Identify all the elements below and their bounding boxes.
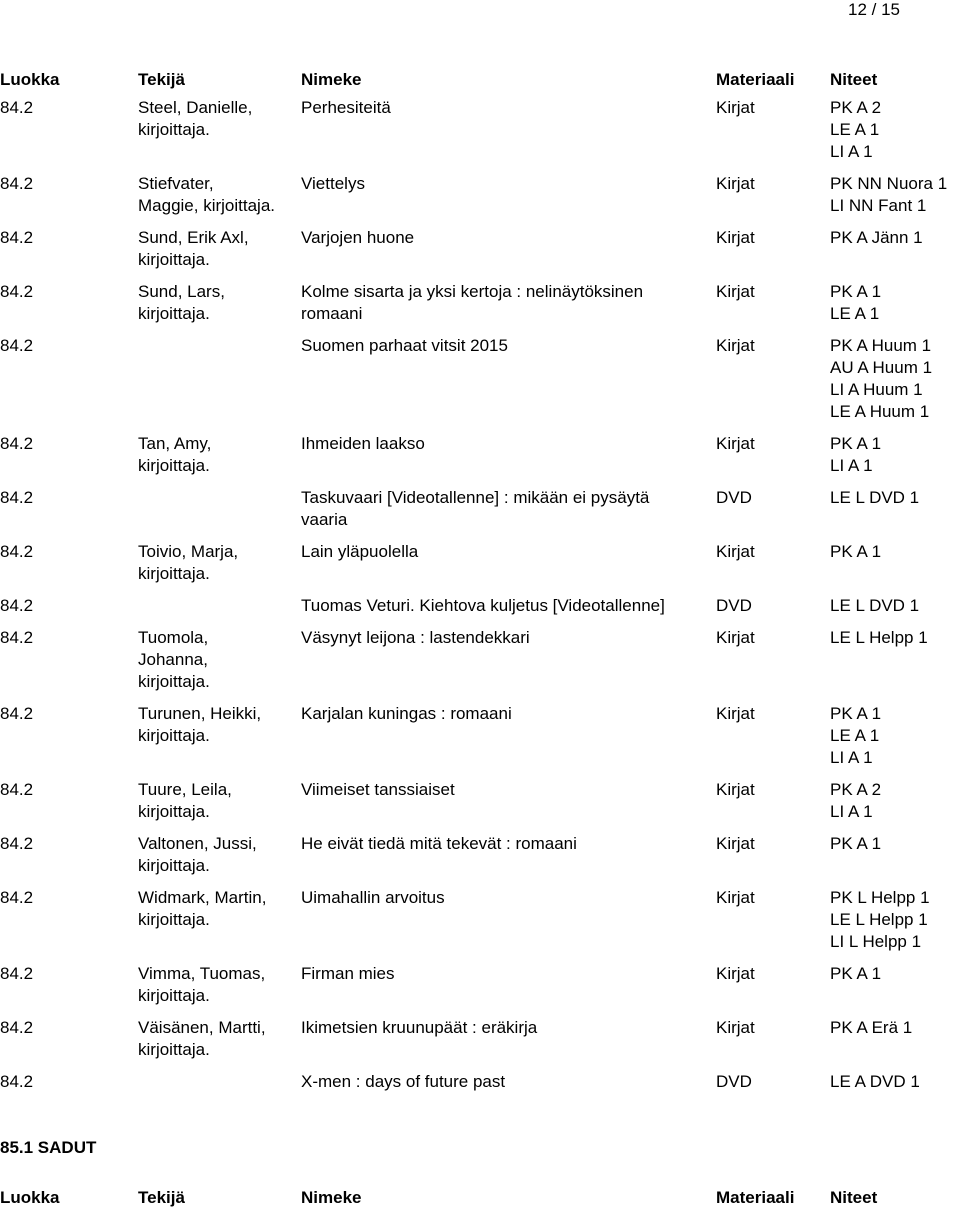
cell-luokka: 84.2 — [0, 704, 34, 724]
table-row — [0, 627, 960, 703]
cell-nimeke — [301, 963, 703, 985]
cell-nimeke — [301, 541, 703, 563]
niteet-line: LE A 1 — [830, 303, 880, 323]
cell-nimeke — [301, 779, 703, 801]
tekija-line: Tuomola, — [138, 628, 209, 648]
cell-materiaali: DVD — [716, 487, 752, 507]
cell-niteet — [830, 97, 881, 162]
tekija-line: Vimma, Tuomas, — [138, 964, 266, 984]
section-title: 85.1 SADUT — [0, 1138, 97, 1157]
tekija-line: Sund, Lars, — [138, 282, 225, 302]
cell-materiaali: Kirjat — [716, 780, 755, 800]
nimeke-line: Viettelys — [301, 173, 365, 193]
nimeke-line: He eivät tiedä mitä tekevät : romaani — [301, 834, 577, 854]
nimeke-line: Väsynyt leijona : lastendekkari — [301, 628, 530, 648]
cell-luokka: 84.2 — [0, 1018, 34, 1038]
cell-tekija — [138, 627, 296, 692]
nimeke-line: Viimeiset tanssiaiset — [301, 780, 455, 800]
tekija-line: kirjoittaja. — [138, 119, 210, 139]
nimeke-line: Uimahallin arvoitus — [301, 888, 445, 908]
nimeke-line: Varjojen huone — [301, 227, 415, 247]
cell-materiaali: Kirjat — [716, 336, 755, 356]
nimeke-line: vaaria — [301, 509, 348, 529]
nimeke-line: Lain yläpuolella — [301, 542, 419, 562]
cell-materiaali: Kirjat — [716, 282, 755, 302]
tekija-line: Väisänen, Martti, — [138, 1018, 266, 1038]
cell-tekija — [138, 963, 296, 1007]
tekija-line: kirjoittaja. — [138, 726, 210, 746]
cell-nimeke — [301, 173, 703, 195]
niteet-line: LI A 1 — [830, 455, 873, 475]
tekija-line: kirjoittaja. — [138, 856, 210, 876]
catalog-table-body — [0, 97, 960, 1104]
niteet-line: LE A Huum 1 — [830, 401, 930, 421]
cell-luokka: 84.2 — [0, 964, 34, 984]
niteet-line: PK A 1 — [830, 542, 882, 562]
cell-tekija — [138, 173, 296, 217]
tekija-line: Tuure, Leila, — [138, 780, 232, 800]
table-row — [0, 227, 960, 281]
tekija-line: kirjoittaja. — [138, 986, 210, 1006]
tekija-line: Valtonen, Jussi, — [138, 834, 257, 854]
cell-niteet — [830, 779, 881, 823]
nimeke-line: Karjalan kuningas : romaani — [301, 704, 512, 724]
tekija-line: Toivio, Marja, — [138, 542, 239, 562]
tekija-line: Johanna, — [138, 650, 208, 670]
cell-luokka: 84.2 — [0, 780, 34, 800]
cell-materiaali: Kirjat — [716, 1018, 755, 1038]
niteet-line: LI A 1 — [830, 802, 873, 822]
niteet-line: PK A 1 — [830, 704, 882, 724]
cell-materiaali: Kirjat — [716, 542, 755, 562]
niteet-line: LI A 1 — [830, 747, 873, 767]
cell-materiaali: Kirjat — [716, 227, 755, 247]
cell-materiaali: Kirjat — [716, 964, 755, 984]
cell-materiaali: DVD — [716, 1072, 752, 1092]
cell-nimeke — [301, 887, 703, 909]
page-number: 12 / 15 — [848, 0, 900, 19]
nimeke-line: Ikimetsien kruunupäät : eräkirja — [301, 1018, 538, 1038]
tekija-line: Steel, Danielle, — [138, 98, 253, 117]
cell-tekija — [138, 541, 296, 585]
cell-nimeke — [301, 833, 703, 855]
cell-nimeke — [301, 703, 703, 725]
cell-luokka: 84.2 — [0, 227, 34, 247]
cell-nimeke — [301, 227, 703, 249]
nimeke-line: romaani — [301, 303, 363, 323]
tekija-line: Widmark, Martin, — [138, 888, 267, 908]
nimeke-line: Tuomas Veturi. Kiehtova kuljetus [Videotallenne] — [301, 596, 665, 616]
cell-niteet — [830, 541, 881, 563]
table-row — [0, 541, 960, 595]
header-materiaali: Materiaali — [716, 70, 795, 89]
cell-materiaali: Kirjat — [716, 433, 755, 453]
cell-nimeke — [301, 335, 703, 357]
cell-tekija — [138, 281, 296, 325]
cell-tekija — [138, 887, 296, 931]
cell-luokka: 84.2 — [0, 487, 34, 507]
cell-niteet — [830, 227, 923, 249]
table-row — [0, 433, 960, 487]
cell-niteet — [830, 833, 881, 855]
niteet-line: PK A 2 — [830, 780, 882, 800]
nimeke-line: Suomen parhaat vitsit 2015 — [301, 336, 508, 356]
header-luokka: Luokka — [0, 70, 60, 89]
table-row — [0, 487, 960, 541]
cell-nimeke — [301, 1071, 703, 1093]
niteet-line: PK L Helpp 1 — [830, 888, 930, 908]
cell-niteet — [830, 963, 881, 985]
cell-niteet — [830, 595, 919, 617]
tekija-line: kirjoittaja. — [138, 672, 210, 692]
header-materiaali: Materiaali — [716, 1188, 795, 1207]
cell-materiaali: Kirjat — [716, 704, 755, 724]
niteet-line: PK A 1 — [830, 834, 882, 854]
cell-nimeke — [301, 281, 703, 325]
tekija-line: kirjoittaja. — [138, 303, 210, 323]
table-row — [0, 335, 960, 433]
niteet-line: AU A Huum 1 — [830, 357, 933, 377]
tekija-line: Stiefvater, — [138, 173, 214, 193]
nimeke-line: Firman mies — [301, 964, 395, 984]
cell-nimeke — [301, 595, 703, 617]
niteet-line: LE L Helpp 1 — [830, 628, 928, 648]
cell-materiaali: Kirjat — [716, 834, 755, 854]
table-header-repeat — [0, 1187, 960, 1208]
cell-luokka: 84.2 — [0, 834, 34, 854]
cell-niteet — [830, 703, 881, 768]
tekija-line: Tan, Amy, — [138, 433, 212, 453]
cell-nimeke — [301, 97, 703, 119]
tekija-line: Turunen, Heikki, — [138, 704, 262, 724]
tekija-line: Sund, Erik Axl, — [138, 227, 249, 247]
cell-luokka: 84.2 — [0, 433, 34, 453]
tekija-line: Maggie, kirjoittaja. — [138, 195, 276, 215]
nimeke-line: Perhesiteitä — [301, 98, 391, 117]
niteet-line: LE L DVD 1 — [830, 487, 920, 507]
table-row — [0, 595, 960, 627]
niteet-line: LE A 1 — [830, 119, 880, 139]
cell-niteet — [830, 627, 928, 649]
cell-materiaali: Kirjat — [716, 628, 755, 648]
tekija-line: kirjoittaja. — [138, 563, 210, 583]
table-row — [0, 703, 960, 779]
cell-luokka: 84.2 — [0, 173, 34, 193]
nimeke-line: Kolme sisarta ja yksi kertoja : nelinäytöksinen — [301, 282, 644, 302]
cell-niteet — [830, 173, 947, 217]
cell-luokka: 84.2 — [0, 1072, 34, 1092]
niteet-line: LI A Huum 1 — [830, 379, 923, 399]
cell-luokka: 84.2 — [0, 542, 34, 562]
cell-tekija — [138, 97, 296, 141]
table-header — [0, 69, 960, 90]
table-row — [0, 833, 960, 887]
cell-niteet — [830, 487, 919, 509]
cell-niteet — [830, 433, 881, 477]
table-row — [0, 173, 960, 227]
niteet-line: LE A 1 — [830, 726, 880, 746]
nimeke-line: X-men : days of future past — [301, 1072, 506, 1092]
niteet-line: PK A 1 — [830, 964, 882, 984]
cell-niteet — [830, 1071, 920, 1093]
table-row — [0, 97, 960, 173]
niteet-line: PK A 1 — [830, 433, 882, 453]
cell-tekija — [138, 227, 296, 271]
cell-tekija — [138, 1017, 296, 1061]
header-niteet: Niteet — [830, 70, 878, 89]
niteet-line: PK NN Nuora 1 — [830, 173, 948, 193]
cell-tekija — [138, 433, 296, 477]
cell-luokka: 84.2 — [0, 628, 34, 648]
table-row — [0, 779, 960, 833]
niteet-line: LI NN Fant 1 — [830, 195, 927, 215]
cell-nimeke — [301, 1017, 703, 1039]
header-tekija: Tekijä — [138, 1188, 185, 1207]
tekija-line: kirjoittaja. — [138, 1040, 210, 1060]
tekija-line: kirjoittaja. — [138, 910, 210, 930]
header-tekija: Tekijä — [138, 70, 185, 89]
nimeke-line: Ihmeiden laakso — [301, 433, 425, 453]
cell-materiaali: Kirjat — [716, 98, 755, 117]
cell-tekija — [138, 703, 296, 747]
cell-nimeke — [301, 433, 703, 455]
niteet-line: LE L Helpp 1 — [830, 910, 928, 930]
header-nimeke: Nimeke — [301, 70, 362, 89]
tekija-line: kirjoittaja. — [138, 455, 210, 475]
table-row — [0, 887, 960, 963]
niteet-line: PK A 1 — [830, 282, 882, 302]
cell-luokka: 84.2 — [0, 888, 34, 908]
header-luokka: Luokka — [0, 1188, 60, 1207]
niteet-line: LE A DVD 1 — [830, 1072, 920, 1092]
cell-niteet — [830, 281, 881, 325]
table-row — [0, 1017, 960, 1071]
cell-luokka: 84.2 — [0, 596, 34, 616]
tekija-line: kirjoittaja. — [138, 249, 210, 269]
niteet-line: LI A 1 — [830, 141, 873, 161]
cell-materiaali: DVD — [716, 596, 752, 616]
cell-nimeke — [301, 487, 703, 531]
cell-nimeke — [301, 627, 703, 649]
tekija-line: kirjoittaja. — [138, 802, 210, 822]
niteet-line: PK A 2 — [830, 98, 882, 117]
nimeke-line: Taskuvaari [Videotallenne] : mikään ei pysäytä — [301, 487, 650, 507]
cell-tekija — [138, 833, 296, 877]
cell-materiaali: Kirjat — [716, 173, 755, 193]
niteet-line: PK A Jänn 1 — [830, 227, 923, 247]
header-nimeke: Nimeke — [301, 1188, 362, 1207]
niteet-line: PK A Erä 1 — [830, 1018, 913, 1038]
table-row — [0, 963, 960, 1017]
niteet-line: LE L DVD 1 — [830, 596, 920, 616]
niteet-line: PK A Huum 1 — [830, 336, 932, 356]
niteet-line: LI L Helpp 1 — [830, 932, 922, 951]
table-row — [0, 1071, 960, 1103]
cell-niteet — [830, 887, 930, 952]
cell-luokka: 84.2 — [0, 98, 34, 117]
cell-materiaali: Kirjat — [716, 888, 755, 908]
cell-niteet — [830, 1017, 912, 1039]
table-row — [0, 281, 960, 335]
header-niteet: Niteet — [830, 1188, 878, 1207]
cell-luokka: 84.2 — [0, 336, 34, 356]
cell-tekija — [138, 779, 296, 823]
cell-luokka: 84.2 — [0, 282, 34, 302]
cell-niteet — [830, 335, 932, 422]
